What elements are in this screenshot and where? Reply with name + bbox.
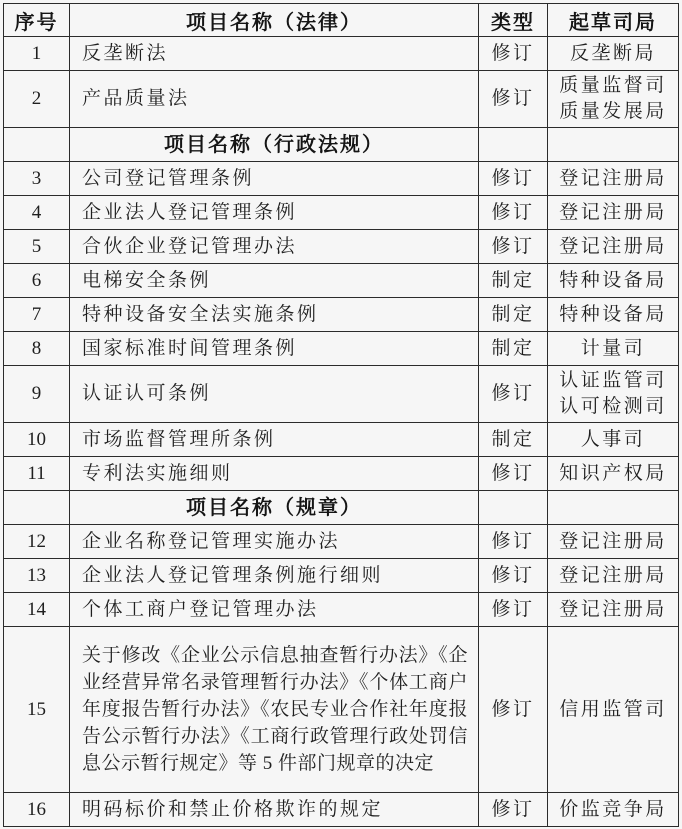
table-row: [4, 71, 679, 128]
serial-number-cell: 13: [4, 559, 70, 593]
project-name-cell: 企业名称登记管理实施办法: [70, 525, 479, 559]
department-cell: 信用监管司: [548, 627, 679, 793]
serial-number-cell: 1: [4, 37, 70, 71]
table-header: [4, 4, 679, 37]
department-cell: 认证监管司 认可检测司: [548, 366, 679, 423]
project-name-cell: 合伙企业登记管理办法: [70, 230, 479, 264]
type-cell: 修订: [479, 627, 548, 793]
type-cell: 修订: [479, 559, 548, 593]
serial-number-cell: 2: [4, 71, 70, 128]
serial-number-cell: 7: [4, 298, 70, 332]
department-cell: 反垄断局: [548, 37, 679, 71]
type-cell: 修订: [479, 230, 548, 264]
department-cell: 知识产权局: [548, 457, 679, 491]
header-project-name: 项目名称（法律）: [70, 4, 479, 37]
type-cell: 修订: [479, 162, 548, 196]
project-name-cell: 产品质量法: [70, 71, 479, 128]
table-row: [4, 264, 679, 298]
type-cell: [479, 128, 548, 162]
table-row: [4, 162, 679, 196]
department-cell: [548, 491, 679, 525]
serial-number-cell: [4, 128, 70, 162]
header-type: 类型: [479, 4, 548, 37]
table-row: [4, 457, 679, 491]
serial-number-cell: 6: [4, 264, 70, 298]
department-cell: 特种设备局: [548, 264, 679, 298]
type-cell: 制定: [479, 423, 548, 457]
serial-number-cell: [4, 491, 70, 525]
header-drafting-department: 起草司局: [548, 4, 679, 37]
table-row: [4, 593, 679, 627]
project-name-cell: 企业法人登记管理条例: [70, 196, 479, 230]
type-cell: 修订: [479, 196, 548, 230]
table-row: [4, 793, 679, 827]
section-title: 项目名称（规章）: [70, 491, 479, 525]
serial-number-cell: 14: [4, 593, 70, 627]
project-name-cell: 国家标准时间管理条例: [70, 332, 479, 366]
type-cell: 修订: [479, 71, 548, 128]
serial-number-cell: 3: [4, 162, 70, 196]
table-body: [4, 37, 679, 827]
project-name-cell: 企业法人登记管理条例施行细则: [70, 559, 479, 593]
table-row: [4, 332, 679, 366]
serial-number-cell: 8: [4, 332, 70, 366]
serial-number-cell: 15: [4, 627, 70, 793]
serial-number-cell: 5: [4, 230, 70, 264]
department-cell: 登记注册局: [548, 593, 679, 627]
project-name-cell: 关于修改《企业公示信息抽查暂行办法》《企业经营异常名录管理暂行办法》《个体工商户年度报告暂行办法》《农民专业合作社年度报告公示暂行办法》《工商行政管理行政处罚信息公示暂行规定》等 5 件部门规章的决定: [70, 627, 479, 793]
project-name-cell: 个体工商户登记管理办法: [70, 593, 479, 627]
department-cell: 登记注册局: [548, 525, 679, 559]
table-row: [4, 423, 679, 457]
header-serial-number: 序号: [4, 4, 70, 37]
legislation-table: [3, 3, 679, 827]
table-row: [4, 196, 679, 230]
serial-number-cell: 16: [4, 793, 70, 827]
table-row: [4, 366, 679, 423]
table-row: [4, 627, 679, 793]
type-cell: [479, 491, 548, 525]
type-cell: 制定: [479, 264, 548, 298]
section-row: [4, 128, 679, 162]
project-name-cell: 市场监督管理所条例: [70, 423, 479, 457]
department-cell: 计量司: [548, 332, 679, 366]
type-cell: 修订: [479, 366, 548, 423]
project-name-cell: 明码标价和禁止价格欺诈的规定: [70, 793, 479, 827]
serial-number-cell: 12: [4, 525, 70, 559]
project-name-cell: 特种设备安全法实施条例: [70, 298, 479, 332]
section-title: 项目名称（行政法规）: [70, 128, 479, 162]
department-cell: 人事司: [548, 423, 679, 457]
department-cell: 登记注册局: [548, 230, 679, 264]
project-name-cell: 电梯安全条例: [70, 264, 479, 298]
table-row: [4, 559, 679, 593]
serial-number-cell: 11: [4, 457, 70, 491]
type-cell: 修订: [479, 593, 548, 627]
department-cell: 特种设备局: [548, 298, 679, 332]
project-name-cell: 专利法实施细则: [70, 457, 479, 491]
department-cell: 登记注册局: [548, 162, 679, 196]
serial-number-cell: 9: [4, 366, 70, 423]
type-cell: 制定: [479, 332, 548, 366]
table-row: [4, 298, 679, 332]
table-row: [4, 37, 679, 71]
type-cell: 修订: [479, 525, 548, 559]
project-name-cell: 认证认可条例: [70, 366, 479, 423]
project-name-cell: 公司登记管理条例: [70, 162, 479, 196]
serial-number-cell: 4: [4, 196, 70, 230]
table-row: [4, 230, 679, 264]
serial-number-cell: 10: [4, 423, 70, 457]
type-cell: 修订: [479, 457, 548, 491]
type-cell: 修订: [479, 37, 548, 71]
department-cell: 价监竞争局: [548, 793, 679, 827]
header-row: [4, 4, 679, 37]
section-row: [4, 491, 679, 525]
department-cell: 质量监督司 质量发展局: [548, 71, 679, 128]
table-row: [4, 525, 679, 559]
department-cell: 登记注册局: [548, 559, 679, 593]
type-cell: 制定: [479, 298, 548, 332]
department-cell: [548, 128, 679, 162]
department-cell: 登记注册局: [548, 196, 679, 230]
type-cell: 修订: [479, 793, 548, 827]
project-name-cell: 反垄断法: [70, 37, 479, 71]
